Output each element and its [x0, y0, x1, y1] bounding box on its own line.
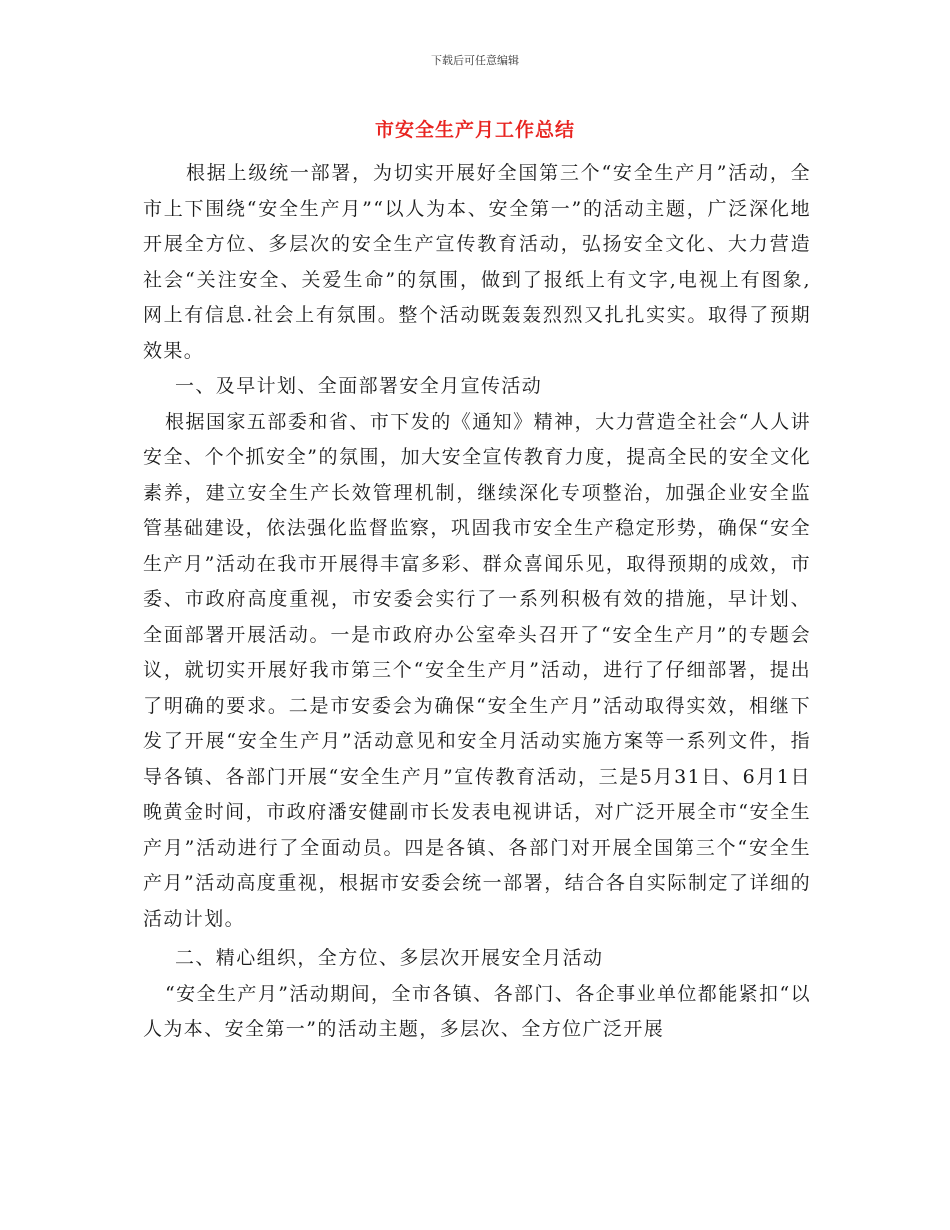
document-title: 市安全生产月工作总结: [374, 119, 575, 141]
paragraph-intro: 根据上级统一部署，为切实开展好全国第三个“安全生产月”活动，全市上下围绕“安全生产月”“以人为本、安全第一”的活动主题，广泛深化地开展全方位、多层次的安全生产宣传教育活动，弘扬安全文化、大力营造社会“关注安全、关爱生命”的氛围，做到了报纸上有文字,电视上有图象,网上有信息.社会上有氛围。整个活动既轰轰烈烈又扎扎实实。取得了预期效果。: [143, 162, 811, 362]
header-note: 下载后可任意编辑: [431, 54, 519, 67]
paragraph-section-1: 根据国家五部委和省、市下发的《通知》精神，大力营造全社会“人人讲安全、个个抓安全”的氛围，加大安全宣传教育力度，提高全民的安全文化素养，建立安全生产长效管理机制，继续深化专项整治，加强企业安全监管基础建设，依法强化监督监察，巩固我市安全生产稳定形势，确保“安全生产月”活动在我市开展得丰富多彩、群众喜闻乐见，取得预期的成效，市委、市政府高度重视，市安委会实行了一系列积极有效的措施，早计划、全面部署开展活动。一是市政府办公室牵头召开了“安全生产月”的专题会议，就切实开展好我市第三个“安全生产月”活动，进行了仔细部署，提出了明确的要求。二是市安委会为确保“安全生产月”活动取得实效，相继下发了开展“安全生产月”活动意见和安全月活动实施方案等一系列文件，指导各镇、各部门开展“安全生产月”宣传教育活动，三是5月31日、6月1日晚黄金时间，市政府潘安健副市长发表电视讲话，对广泛开展全市“安全生产月”活动进行了全面动员。四是各镇、各部门对开展全国第三个“安全生产月”活动高度重视，根据市安委会统一部署，结合各自实际制定了详细的活动计划。: [143, 410, 811, 930]
section-heading-2: 二、精心组织，全方位、多层次开展安全月活动: [175, 947, 604, 969]
document-body: [143, 156, 811, 1048]
paragraph-section-2: “安全生产月”活动期间，全市各镇、各部门、各企事业单位都能紧扣“以人为本、安全第一”的活动主题，多层次、全方位广泛开展: [143, 982, 811, 1040]
section-heading-1: 一、及早计划、全面部署安全月宣传活动: [175, 375, 543, 397]
